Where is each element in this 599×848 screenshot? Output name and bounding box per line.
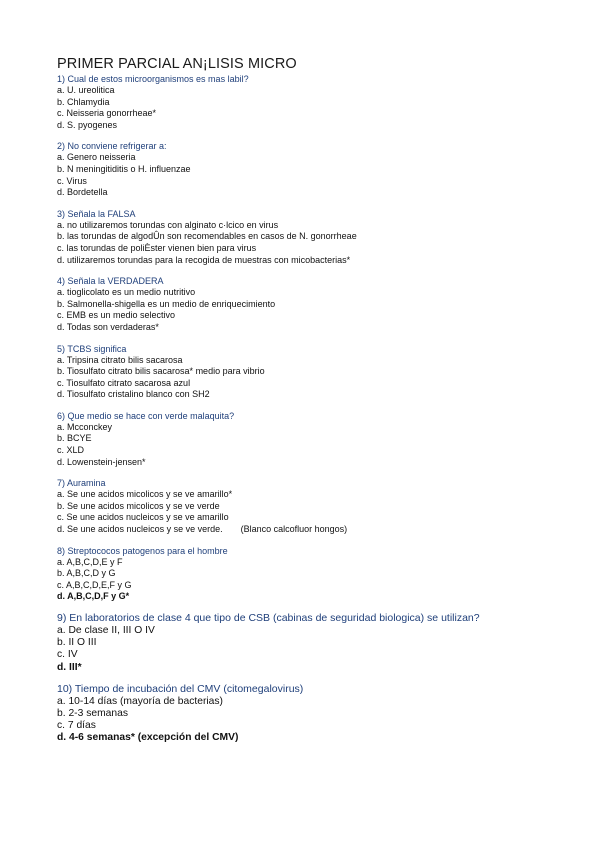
option-c: c. Virus	[57, 175, 87, 186]
question-text: 6) Que medio se hace con verde malaquita?	[57, 410, 235, 421]
option-b: b. las torundas de algodÛn son recomendables en casos de N. gonorrheae	[57, 231, 357, 242]
option-b: b. BCYE	[57, 433, 92, 444]
question-text: 10) Tiempo de incubación del CMV (citomegalovirus)	[57, 682, 304, 695]
question-3	[57, 208, 577, 266]
option-a: a. Tripsina citrato bilis sacarosa	[57, 354, 183, 365]
option-d: d. Todas son verdaderas*	[57, 321, 159, 332]
option-c: c. Se une acidos nucleicos y se ve amarillo	[57, 512, 229, 523]
exam-page	[57, 56, 577, 754]
option-d: d. III*	[57, 661, 82, 673]
question-text: 9) En laboratorios de clase 4 que tipo de CSB (cabinas de seguridad biologica) se utilizan?	[57, 612, 480, 624]
option-d: d. utilizaremos torundas para la recogida de muestras con micobacterias*	[57, 254, 351, 265]
option-c: c. EMB es un medio selectivo	[57, 310, 176, 321]
option-c: c. Tiosulfato citrato sacarosa azul	[57, 377, 191, 388]
option-d: d. S. pyogenes	[57, 119, 118, 130]
option-b: b. 2-3 semanas	[57, 708, 128, 720]
page-title: PRIMER PARCIAL AN¡LISIS MICRO	[57, 56, 297, 72]
option-c: c. XLD	[57, 445, 85, 456]
question-9	[57, 612, 577, 674]
question-text: 4) Señala la VERDADERA	[57, 276, 164, 287]
option-d: d. 4-6 semanas* (excepción del CMV)	[57, 732, 239, 744]
question-text: 7) Auramina	[57, 478, 106, 489]
option-b: b. Tiosulfato citrato bilis sacarosa* medio para vibrio	[57, 366, 265, 377]
option-a: a. Mcconckey	[57, 421, 113, 432]
option-c: c. IV	[57, 649, 78, 661]
question-text: 1) Cual de estos microorganismos es mas labil?	[57, 74, 249, 84]
option-a: a. tioglicolato es un medio nutritivo	[57, 287, 196, 298]
option-a: a. 10-14 días (mayoría de bacterias)	[57, 695, 223, 707]
question-text: 2) No conviene refrigerar a:	[57, 141, 167, 152]
option-b: b. II O III	[57, 637, 97, 649]
question-6	[57, 410, 577, 468]
option-b: b. Se une acidos micolicos y se ve verde	[57, 500, 220, 511]
option-d: d. Tiosulfato cristalino blanco con SH2	[57, 389, 210, 400]
option-b: b. A,B,C,D y G	[57, 568, 116, 579]
question-8	[57, 545, 577, 603]
option-b: b. Salmonella-shigella es un medio de enriquecimiento	[57, 298, 276, 309]
option-b: b. N meningitiditis o H. influenzae	[57, 163, 191, 174]
option-d: d. Bordetella	[57, 187, 108, 198]
option-d: d. Lowenstein-jensen*	[57, 456, 146, 467]
question-7	[57, 477, 577, 535]
option-a: a. no utilizaremos torundas con alginato c·lcico en virus	[57, 219, 279, 230]
option-b: b. Chlamydia	[57, 96, 110, 107]
option-a: a. A,B,C,D,E y F	[57, 556, 123, 567]
question-10	[57, 683, 577, 745]
option-c: c. A,B,C,D,E,F y G	[57, 579, 132, 590]
question-text: 8) Streptococos patogenos para el hombre	[57, 545, 228, 556]
option-c: c. Neisseria gonorrheae*	[57, 108, 157, 119]
option-a: a. U. ureolitica	[57, 85, 115, 95]
option-d-row	[57, 524, 577, 536]
option-a: a. Se une acidos micolicos y se ve amarillo*	[57, 489, 233, 500]
option-d: d. A,B,C,D,F y G*	[57, 591, 130, 602]
question-4	[57, 275, 577, 333]
option-c: c. las torundas de poliÈster vienen bien para virus	[57, 242, 257, 253]
side-note: (Blanco calcofluor hongos)	[240, 524, 348, 535]
option-d: d. Se une acidos nucleicos y se ve verde.	[57, 524, 223, 535]
question-1	[57, 73, 577, 131]
question-5	[57, 343, 577, 401]
option-a: a. Genero neisseria	[57, 152, 136, 163]
question-text: 3) Señala la FALSA	[57, 208, 136, 219]
question-text: 5) TCBS significa	[57, 343, 127, 354]
option-a: a. De clase II, III O IV	[57, 625, 155, 636]
question-2	[57, 140, 577, 198]
option-c: c. 7 días	[57, 720, 96, 732]
